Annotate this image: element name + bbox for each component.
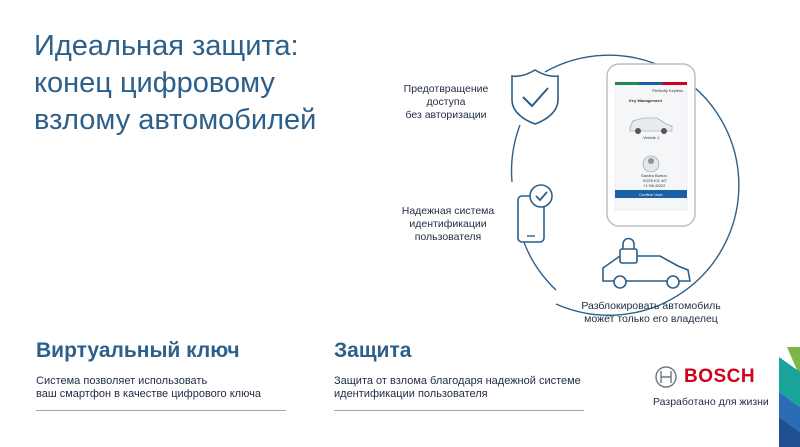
phone-confirm-button: Confirm User (639, 192, 663, 197)
decorative-color-stripe (779, 347, 800, 447)
phone-vehicle: Vehicle 1 (643, 135, 660, 140)
phone-check-icon (518, 185, 552, 242)
shield-check-icon (512, 70, 558, 124)
headline-line-2: конец цифровому (34, 67, 275, 99)
phone-user-name: Sandra Burton (641, 173, 667, 178)
brand-slogan: Разработано для жизни (653, 396, 769, 408)
phone-user-line1: 0/220 KG 4/2 (643, 178, 667, 183)
protection-text: Защита от взлома благодаря надежной системе идентификации пользователя (334, 375, 581, 400)
phone-screen (617, 84, 685, 208)
phone-user-line2: +1 9/6 8/222 (643, 183, 666, 188)
protection-title: Защита (334, 339, 412, 362)
callout-prevent-access: Предотвращение доступа без авторизации (403, 83, 489, 121)
callout-unlock: Разблокировать автомобиль может только его владелец (581, 300, 721, 325)
protection-divider (334, 410, 584, 411)
cycle-arc-left (512, 125, 520, 182)
phone-title: Key Management (629, 98, 662, 103)
headline-line-3: взлому автомобилей (34, 104, 317, 136)
virtual-key-divider (36, 410, 286, 411)
callout-identification: Надежная система идентификации пользователя (401, 205, 495, 243)
car-lock-icon (603, 239, 690, 289)
bosch-logo-icon (656, 367, 676, 387)
brand-name: BOSCH (684, 366, 756, 387)
virtual-key-text: Система позволяет использовать ваш смартфон в качестве цифрового ключа (36, 375, 261, 400)
phone-top-right: Perfectly Keyless (652, 88, 683, 93)
headline-line-1: Идеальная защита: (34, 30, 299, 62)
virtual-key-title: Виртуальный ключ (36, 339, 240, 362)
